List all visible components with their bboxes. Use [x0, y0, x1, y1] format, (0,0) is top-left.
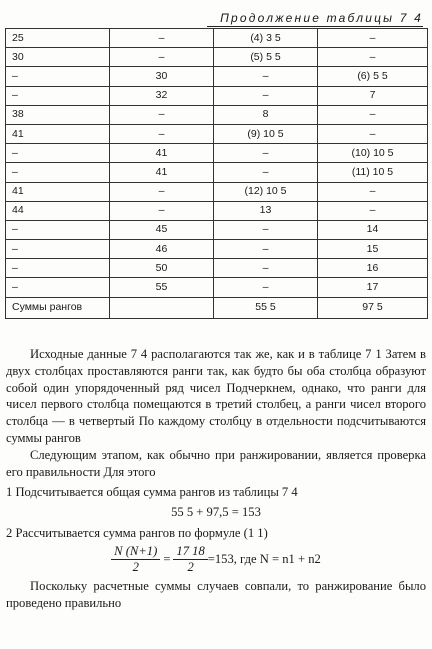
table-cell: –: [214, 220, 318, 239]
table-cell: –: [214, 259, 318, 278]
paragraph: Поскольку расчетные суммы случаев совпали, то ранжирование было проведено правильно: [6, 578, 426, 610]
table-cell: 16: [318, 259, 428, 278]
table-cell: 15: [318, 240, 428, 259]
table-cell: 17: [318, 278, 428, 297]
table-cell: 45: [110, 220, 214, 239]
table-row: [6, 86, 428, 105]
table-cell: –: [318, 124, 428, 143]
table-cell: –: [214, 278, 318, 297]
table-cell: 32: [110, 86, 214, 105]
table-cell: –: [6, 220, 110, 239]
table-cell: (4) 3 5: [214, 29, 318, 48]
table-cell: –: [6, 67, 110, 86]
formula-rest: =153, где N = n1 + n2: [207, 551, 321, 566]
table-cell: 7: [318, 86, 428, 105]
table-cell: –: [6, 144, 110, 163]
table-cell: –: [6, 163, 110, 182]
table-cell: 8: [214, 105, 318, 124]
table-cell: (10) 10 5: [318, 144, 428, 163]
table-cell: –: [110, 201, 214, 220]
table-continuation-caption: Продолжение таблицы 7 4: [207, 10, 423, 27]
table-cell: 55: [110, 278, 214, 297]
table-cell: –: [110, 124, 214, 143]
list-item: 2 Рассчитывается сумма рангов по формуле (1 1): [6, 525, 268, 540]
table-cell: –: [110, 29, 214, 48]
table-cell: 25: [6, 29, 110, 48]
table-cell: –: [6, 240, 110, 259]
table-cell: –: [318, 105, 428, 124]
table-cell: (11) 10 5: [318, 163, 428, 182]
table-cell: –: [318, 29, 428, 48]
rank-sums-label: Суммы рангов: [6, 297, 110, 318]
table-cell: –: [214, 86, 318, 105]
table-row: [6, 182, 428, 201]
table-cell: –: [6, 259, 110, 278]
table-cell: (6) 5 5: [318, 67, 428, 86]
table-row: [6, 67, 428, 86]
table-row: [6, 144, 428, 163]
rank-sums-row: [6, 297, 428, 318]
table-row: [6, 259, 428, 278]
table-cell: –: [318, 48, 428, 67]
table-row: [6, 48, 428, 67]
table-row: [6, 29, 428, 48]
table-row: [6, 163, 428, 182]
table-cell: 38: [6, 105, 110, 124]
table-cell: 14: [318, 220, 428, 239]
table-row: [6, 124, 428, 143]
fraction-numerator: 17 18: [173, 544, 207, 560]
fraction-denominator: 2: [132, 559, 139, 574]
table-cell: 41: [6, 182, 110, 201]
table-cell: –: [214, 240, 318, 259]
table-cell: –: [110, 182, 214, 201]
rank-sum-col3: 55 5: [214, 297, 318, 318]
table-cell: –: [110, 105, 214, 124]
table-row: [6, 278, 428, 297]
formula-total-sum: 55 5 + 97,5 = 153: [171, 505, 261, 520]
list-item: 1 Подсчитывается общая сумма рангов из таблицы 7 4: [6, 485, 298, 500]
table-cell: 44: [6, 201, 110, 220]
paragraph: Следующим этапом, как обычно при ранжировании, является проверка его правильности Для этого: [6, 447, 426, 479]
table-row: [6, 105, 428, 124]
rank-sum-col4: 97 5: [318, 297, 428, 318]
table-cell: (5) 5 5: [214, 48, 318, 67]
table-cell: 41: [6, 124, 110, 143]
fraction: [111, 544, 160, 575]
table-row: [6, 220, 428, 239]
table-cell: 46: [110, 240, 214, 259]
ranks-table: [5, 28, 428, 319]
table-cell: –: [214, 144, 318, 163]
table-row: [6, 201, 428, 220]
fraction-numerator: N (N+1): [111, 544, 160, 560]
table-cell: –: [214, 163, 318, 182]
table-cell: (9) 10 5: [214, 124, 318, 143]
equals-sign: =: [163, 551, 171, 566]
table-cell: (12) 10 5: [214, 182, 318, 201]
fraction: [173, 544, 207, 575]
body-text: [6, 346, 426, 611]
table-cell: 41: [110, 144, 214, 163]
table-cell: –: [214, 67, 318, 86]
table-cell: [110, 297, 214, 318]
table-cell: 30: [110, 67, 214, 86]
table-cell: 13: [214, 201, 318, 220]
table-cell: –: [318, 182, 428, 201]
table-cell: –: [6, 86, 110, 105]
table-row: [6, 240, 428, 259]
table-cell: 30: [6, 48, 110, 67]
fraction-denominator: 2: [187, 559, 194, 574]
paragraph: Исходные данные 7 4 располагаются так же, как и в таблице 7 1 Затем в двух столбцах проставляются ранги так, как будто бы оба столбца образуют собой один упорядоченный ряд чисел Подчеркнем, однако, что ранги для чисел первого столбца помещаются в третий столбец, а ранги чисел второго столбца — в четвертый По каждому столбцу в отдельности подсчитываются суммы рангов: [6, 347, 426, 445]
table-cell: 41: [110, 163, 214, 182]
formula-rank-sum: [6, 544, 426, 575]
table-cell: –: [318, 201, 428, 220]
table-cell: 50: [110, 259, 214, 278]
table-cell: –: [110, 48, 214, 67]
table-cell: –: [6, 278, 110, 297]
